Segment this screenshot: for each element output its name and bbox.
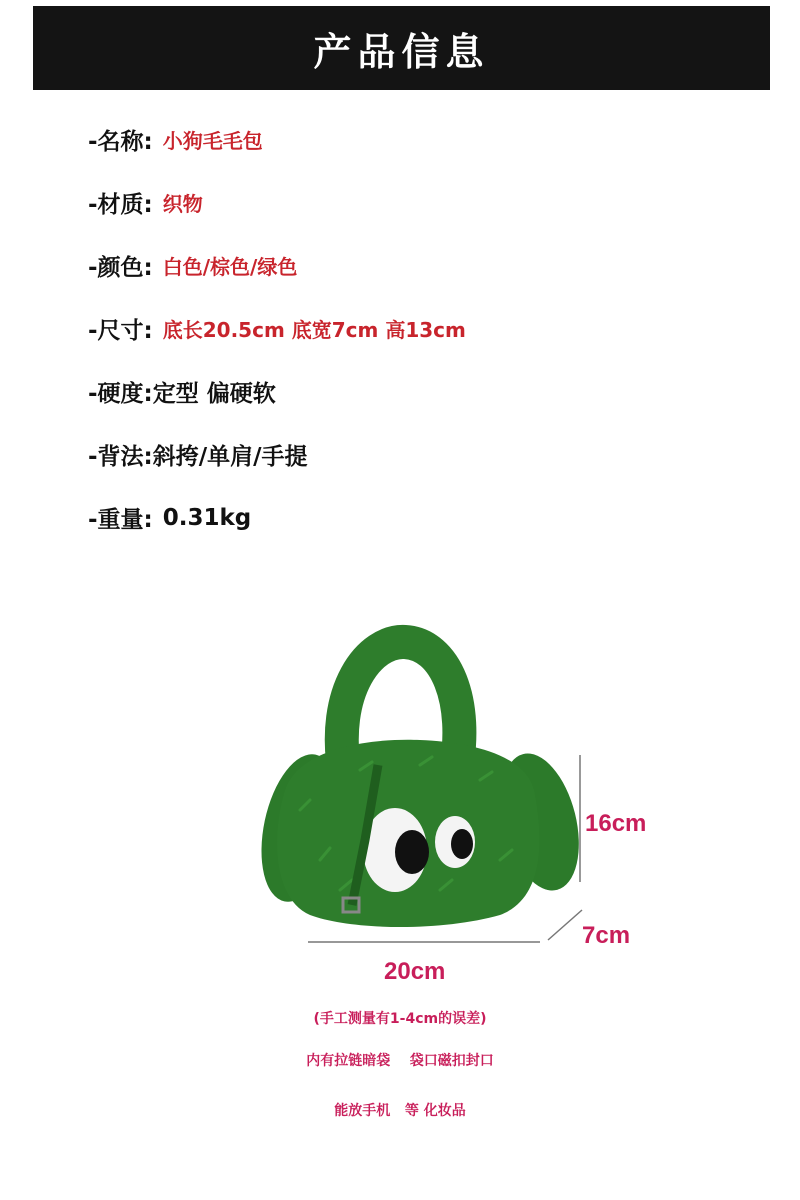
product-area [0,560,800,985]
spec-label: -背法: [88,444,153,470]
bag-illustration [0,560,800,980]
spec-label: -尺寸: [88,318,153,344]
height-label: 16cm [585,810,647,837]
depth-line [548,910,582,940]
spec-value: 斜挎/单肩/手提 [152,444,308,470]
bag-left-pupil [395,830,429,874]
spec-row-weight [88,486,466,549]
spec-row-hardness [88,360,466,423]
spec-list [88,108,466,549]
note-features: 内有拉链暗袋 袋口磁扣封口 [306,1053,494,1069]
width-label: 20cm [384,958,446,985]
spec-value: 0.31kg [162,504,252,531]
header-banner [33,6,770,90]
spec-label: -重量: [88,507,153,533]
spec-label: -材质: [88,192,153,218]
spec-value: 小狗毛毛包 [162,129,263,153]
bag-right-pupil [451,829,473,859]
spec-row-size [88,297,466,360]
note-measurement: (手工测量有1-4cm的误差) [313,1011,487,1027]
spec-row-material [88,171,466,234]
spec-row-color [88,234,466,297]
note-capacity: 能放手机 等 化妆品 [334,1103,466,1119]
spec-label: -硬度: [88,381,153,407]
spec-label: -名称: [88,129,153,155]
spec-value: 底长20.5cm 底宽7cm 高13cm [162,318,466,342]
spec-row-name [88,108,466,171]
depth-label: 7cm [582,922,631,949]
header-title: 产品信息 [313,28,490,74]
spec-value: 织物 [162,192,203,216]
spec-label: -颜色: [88,255,153,281]
spec-row-carry [88,423,466,486]
spec-value: 定型 偏硬软 [152,381,276,407]
spec-value: 白色/棕色/绿色 [162,255,298,279]
